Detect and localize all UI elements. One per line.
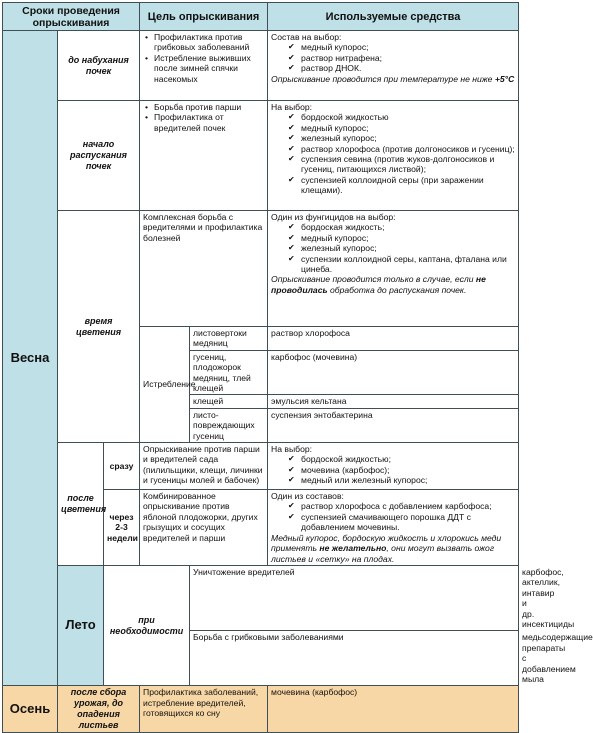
table-row — [3, 101, 519, 211]
stage-flowering: время цветения — [58, 211, 140, 443]
table-row — [3, 443, 519, 490]
note-text: , они могут вызвать ожог листьев и «сетку» на плодах. — [271, 543, 495, 564]
list-item: ✔ бордоская жидкость; — [271, 222, 515, 232]
note-emphasis: не проводилась — [271, 274, 486, 295]
note-text: Медный купорос, бордоскую жидкость и хлорокись меди применять — [271, 532, 502, 554]
means-intro: Один из составов: — [271, 491, 344, 502]
list-item: • Борьба против парши — [143, 102, 264, 112]
header-means: Используемые средства — [268, 3, 519, 31]
pest-cell: листо-повреждающих гусениц — [190, 408, 268, 442]
table-row: Лето при необходимости Уничтожение вредителей карбофос, актеллик, интавир и др. инсектициды — [3, 565, 519, 630]
means-after-immediately — [268, 443, 519, 490]
means-intro: На выбор: — [271, 102, 313, 112]
means-autumn: мочевина (карбофос) — [268, 686, 519, 733]
goal-summer: Уничтожение вредителей — [190, 565, 519, 630]
pest-means: раствор хлорофоса — [268, 327, 519, 351]
pest-means: карбофос (мочевина) — [268, 350, 519, 395]
stage-after-flowering: после цветения — [58, 443, 104, 566]
after-later: через 2-3 недели — [104, 490, 140, 566]
note-emphasis: не желательно — [319, 543, 387, 554]
table-header-row — [3, 3, 519, 31]
pest-cell: клещей — [190, 395, 268, 408]
after-immediately: сразу — [104, 443, 140, 490]
season-summer: Лето — [58, 565, 104, 685]
means-intro: На выбор: — [271, 444, 313, 455]
goal-after-later: Комбинированное опрыскивание против яблоной плодожорки, других грызущих и сосущих вредителей и парши — [140, 490, 268, 566]
means-intro: Один из фунгицидов на выбор: — [271, 212, 396, 222]
header-timing: Сроки проведения опрыскивания — [3, 3, 140, 31]
means-intro: Состав на выбор: — [271, 32, 342, 42]
list-item: ✔ железный купорос; — [271, 243, 515, 253]
goal-budbreak — [140, 101, 268, 211]
stage-budbreak: начало распускания почек — [58, 101, 140, 211]
note-text: Опрыскивание проводится только в случае, если — [271, 274, 474, 285]
list-item: ✔ суспензией коллоидной серы (при заражении клещами). — [271, 175, 515, 196]
list-item: ✔ медный или железный купорос; — [271, 475, 515, 485]
list-item: • Профилактика от вредителей почек — [143, 112, 264, 133]
list-item: ✔ раствор хлорофоса (против долгоносиков и гусениц); — [271, 144, 515, 154]
list-item: ✔ раствор ДНОК. — [271, 63, 515, 73]
stage-swelling: до набухания почек — [58, 31, 140, 101]
table-row — [3, 686, 519, 733]
goal-flowering: Комплексная борьба с вредителями и профилактика болезней — [140, 211, 268, 327]
table-row: Борьба с грибковыми заболеваниями медьсодержащие препараты с добавлением мыла — [3, 631, 519, 686]
list-item: ✔ бордоской жидкостью — [271, 112, 515, 122]
stage-summer: при необходимости — [104, 565, 190, 685]
list-item: ✔ медный купорос; — [271, 123, 515, 133]
list-item: ✔ суспензией смачивающего порошка ДДТ с добавлением мочевины. — [271, 512, 515, 533]
stage-autumn: после сбора урожая, до опадения листьев — [58, 686, 140, 733]
season-spring: Весна — [3, 31, 58, 686]
note-text: Опрыскивание проводится при температуре не ниже — [271, 73, 493, 84]
note-flowering — [271, 274, 515, 295]
means-budbreak — [268, 101, 519, 211]
list-item: ✔ суспензии коллоидной серы, каптана, фталана или цинеба. — [271, 254, 515, 275]
season-autumn: Осень — [3, 686, 58, 733]
spraying-table — [2, 2, 593, 733]
table-row — [3, 31, 519, 101]
goal-swelling — [140, 31, 268, 101]
means-after-later — [268, 490, 519, 566]
temperature-value: +5°С — [494, 73, 515, 84]
note-temperature — [271, 74, 515, 84]
note-after — [271, 533, 515, 564]
header-goal: Цель опрыскивания — [140, 3, 268, 31]
goal-summer: Борьба с грибковыми заболеваниями — [190, 631, 519, 686]
table-row — [3, 211, 519, 327]
pest-cell: листовертоки медяниц — [190, 327, 268, 351]
list-item: ✔ медный купорос; — [271, 42, 515, 52]
list-item: • Истребление выживших после зимней спячки насекомых — [143, 53, 264, 84]
note-text: обработка до распускания почек. — [329, 284, 467, 295]
destruction-label: Истребление — [140, 327, 190, 443]
list-item: • Профилактика против грибковых заболеваний — [143, 32, 264, 53]
pest-cell: гусениц, плодожорок медяниц, тлей клещей — [190, 350, 268, 395]
list-item: ✔ железный купорос; — [271, 133, 515, 143]
means-swelling — [268, 31, 519, 101]
list-item: ✔ бордоской жидкостью; — [271, 454, 515, 464]
pest-means: эмульсия кельтана — [268, 395, 519, 408]
list-item: ✔ раствор хлорофоса с добавлением карбофоса; — [271, 501, 515, 511]
list-item: ✔ суспензия севина (против жуков-долгоносиков и гусениц, питающихся листвой); — [271, 154, 515, 175]
means-flowering — [268, 211, 519, 327]
list-item: ✔ медный купорос; — [271, 233, 515, 243]
goal-autumn: Профилактика заболеваний, истребление вредителей, готовящихся ко сну — [140, 686, 268, 733]
list-item: ✔ раствор нитрафена; — [271, 53, 515, 63]
pest-means: суспензия энтобактерина — [268, 408, 519, 442]
goal-after-immediately: Опрыскивание против парши и вредителей сада (пилильщики, клещи, личинки и гусеницы молей и бабочек) — [140, 443, 268, 490]
list-item: ✔ мочевина (карбофос); — [271, 465, 515, 475]
